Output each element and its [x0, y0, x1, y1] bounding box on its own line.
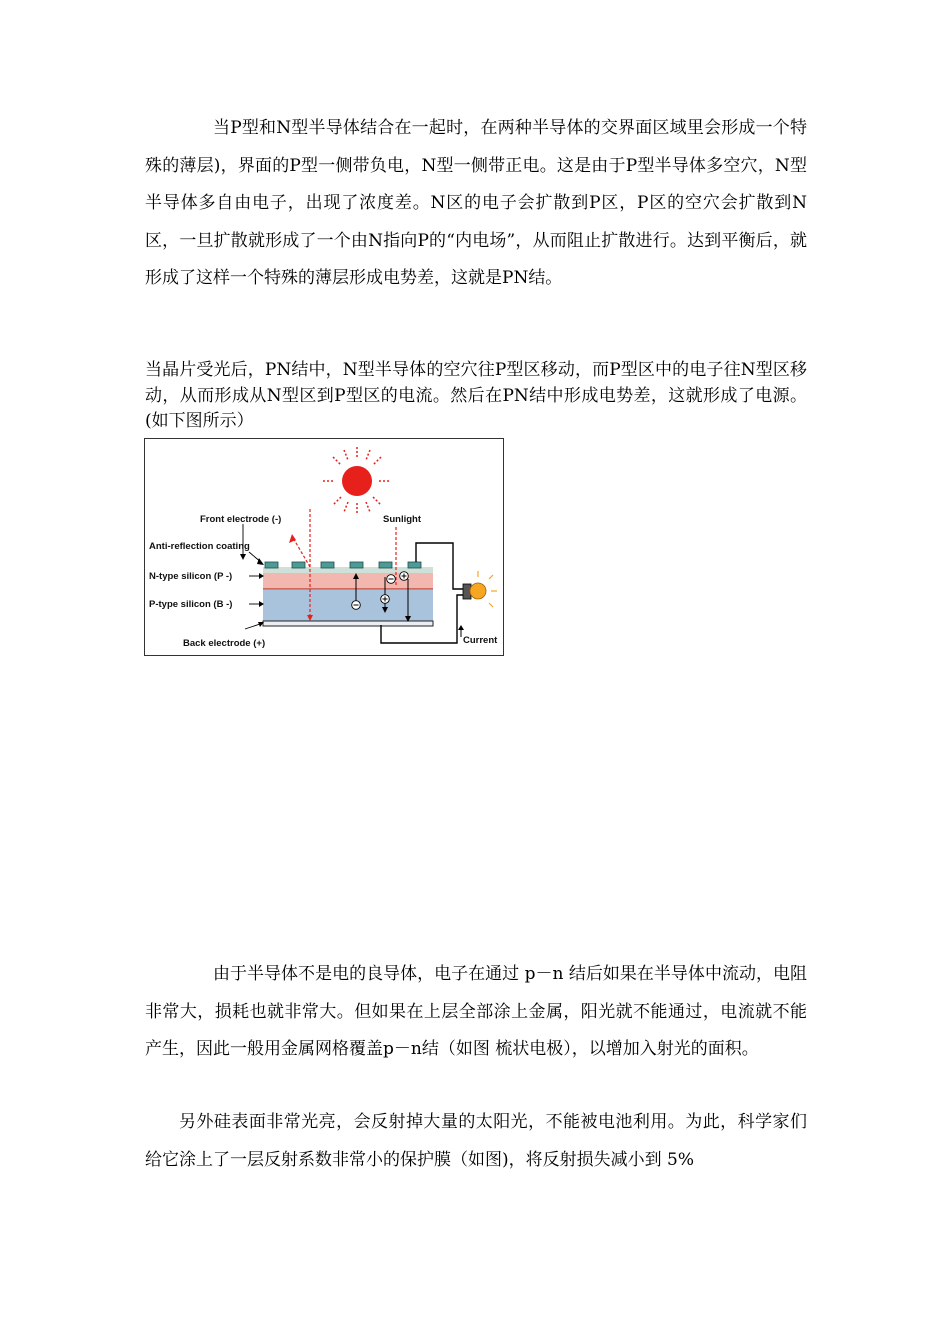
label-current: Current [463, 635, 498, 646]
label-anti-reflection: Anti-reflection coating [149, 541, 250, 552]
label-n-type: N-type silicon (P -) [149, 571, 233, 582]
paragraph-light-current: 当晶片受光后，PN结中，N型半导体的空穴往P型区移动，而P型区中的电子往N型区移动，从而形成从N型区到P型区的电流。然后在PN结中形成电势差，这就形成了电源。(如下图所示） [145, 360, 807, 431]
solar-cell-diagram [144, 438, 504, 656]
paragraph-anti-reflection: 另外硅表面非常光亮，会反射掉大量的太阳光，不能被电池利用。为此，科学家们给它涂上了一层反射系数非常小的保护膜（如图)，将反射损失减小到 5% [145, 1112, 807, 1170]
paragraph-metal-grid: 由于半导体不是电的良导体，电子在通过 p－n 结后如果在半导体中流动，电阻非常大，损耗也就非常大。但如果在上层全部涂上金属，阳光就不能通过，电流就不能产生，因此一般用金属网格覆盖p－n结（如图 梳状电极），以增加入射光的面积。 [145, 964, 807, 1059]
label-back-electrode: Back electrode (+) [183, 638, 266, 649]
back-electrode-layer [263, 621, 433, 626]
anti-reflection-layer [263, 567, 433, 573]
sun-icon [323, 447, 391, 515]
label-front-electrode: Front electrode (-) [200, 514, 282, 525]
solar-cell-svg [145, 439, 503, 655]
light-bulb-icon [463, 571, 497, 607]
paragraph-pn-junction: 当P型和N型半导体结合在一起时，在两种半导体的交界面区域里会形成一个特殊的薄层)，界面的P型一侧带负电，N型一侧带正电。这是由于P型半导体多空穴，N型半导体多自由电子，出现了浓度差。N区的电子会扩散到P区，P区的空穴会扩散到N区，一旦扩散就形成了一个由N指向P的“内电场”，从而阻止扩散进行。达到平衡后，就形成了这样一个特殊的薄层形成电势差，这就是PN结。 [145, 118, 807, 288]
label-p-type: P-type silicon (B -) [149, 599, 233, 610]
label-sunlight: Sunlight [383, 514, 421, 525]
